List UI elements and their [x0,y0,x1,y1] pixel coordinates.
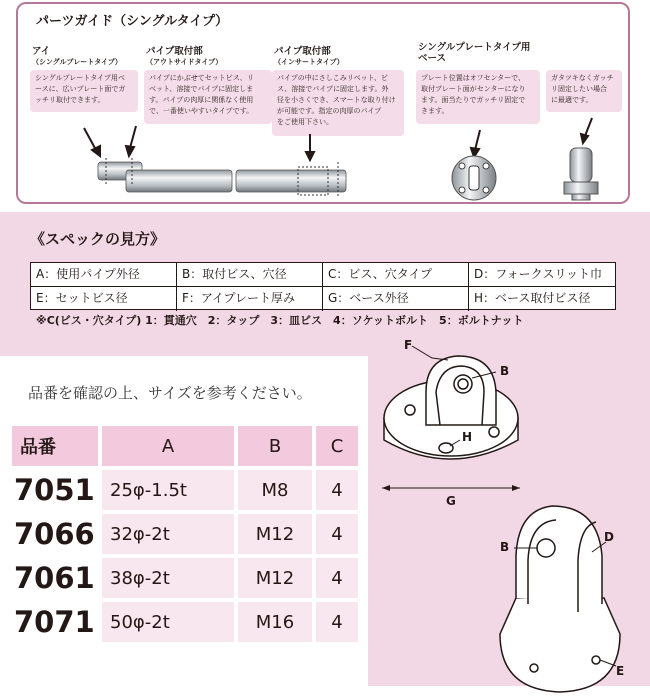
value-a: 25φ-1.5t [102,470,234,510]
spec-cell-h: H：ベース取付ビス径 [474,291,591,305]
value-c: 4 [316,514,358,554]
guide-title: パーツガイド（シングルタイプ） [36,14,229,29]
spec-title: 《スペックの見方》 [30,230,166,248]
value-a: 50φ-2t [102,602,234,642]
value-b: M16 [238,602,312,642]
header-part-number: 品番 [12,426,98,466]
insert-heading: パイプ取付部 [274,46,331,57]
fixed-note: ガタツキなくガッチ リ固定したい場合 に最適です。 [546,70,622,112]
label-b-fork: B [500,540,510,554]
label-f: F [404,338,413,352]
base-heading: シングルプレートタイプ用 ベース [418,42,531,64]
spec-cell-g: G：ベース外径 [323,287,469,311]
spec-cell-a: A：使用パイプ外径 [31,263,177,287]
fork-diagram [500,506,620,692]
eye-heading: アイ [32,46,51,57]
insert-pipe-illustration [236,162,346,198]
spec-cell-d: D：フォークスリット巾 [469,263,615,287]
spec-cell-b: B：取付ビス、穴径 [177,263,323,287]
guide-arrows [84,118,592,160]
value-b: M12 [238,558,312,598]
spec-cell-f: F：アイプレート厚み [177,287,323,311]
header-c: C [316,426,358,466]
value-c: 4 [316,470,358,510]
value-c: 4 [316,602,358,642]
outside-heading: パイプ取付部 [146,46,203,57]
label-e: E [616,664,625,678]
part-number: 7066 [12,514,98,554]
value-a: 32φ-2t [102,514,234,554]
outside-subheading: （アウトサイドタイプ） [146,58,223,66]
spec-footnote: ※C(ビス・穴タイプ) 1：貫通穴 2：タップ 3：皿ビス 4：ソケットボルト 5：ボルトナット [36,314,524,327]
instruction-text: 品番を確認の上、サイズを参考ください。 [28,384,312,402]
fixed-base-illustration [564,148,598,200]
insert-note: パイプの中にさしこみリベット、ビ ス、溶接でパイプに固定します。外 径を小さくでき、スマートな取り付け が可能です。指定の肉厚のパイプ をご使用下さい。 [272,70,404,136]
spec-cell-c: C：ビス、穴タイプ [323,263,469,287]
part-number: 7061 [12,558,98,598]
value-c: 4 [316,558,358,598]
eye-subheading: （シングルプレートタイプ） [32,58,122,66]
header-a: A [102,426,234,466]
spec-cell-e: E：セットビス径 [31,287,177,311]
label-d: D [604,530,614,544]
part-number: 7071 [12,602,98,642]
outside-note: パイプにかぶせてセットビス、リ ベット、溶接でパイプに固定しま す。パイプの肉厚に関係なく使用 で、一番使いやすいタイプです。 [144,70,272,124]
outside-pipe-illustration [98,158,232,192]
insert-subheading: （インサートタイプ） [274,58,344,66]
value-b: M12 [238,514,312,554]
label-g: G [446,494,456,508]
eye-note: シングルプレートタイプ用ベ ースに、広いプレート面でガ ッチリ取付できます。 [30,70,138,112]
label-h: H [462,430,473,444]
header-b: B [238,426,312,466]
base-note: プレート位置はオフセンターで、 取付プレート面がセンターになり ます。面当たりでガッチリ固定で きます。 [416,70,540,124]
label-b: B [500,364,510,378]
value-a: 38φ-2t [102,558,234,598]
round-base-illustration [452,156,496,200]
part-number: 7051 [12,470,98,510]
value-b: M8 [238,470,312,510]
